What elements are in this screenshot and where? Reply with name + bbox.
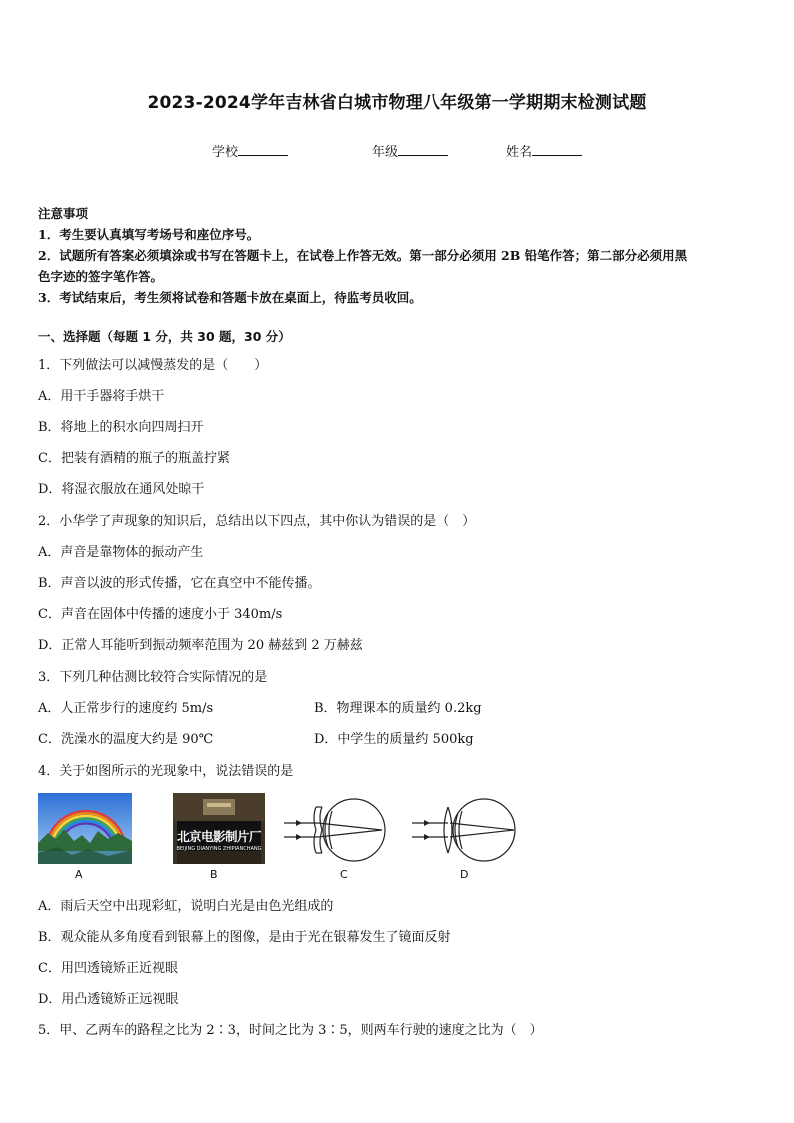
q4-stem: 4．关于如图所示的光现象中，说法错误的是 xyxy=(38,764,294,779)
rainbow-image xyxy=(38,793,132,864)
q4-option-d[interactable]: D．用凸透镜矫正远视眼 xyxy=(38,992,179,1007)
q5-stem: 5．甲、乙两车的路程之比为 2∶3，时间之比为 3∶5，则两车行驶的速度之比为（ ） xyxy=(38,1023,543,1038)
fig-label-c: C xyxy=(340,868,348,881)
notice-heading: 注意事项 xyxy=(38,206,89,221)
notice-item-1: 1．考生要认真填写考场号和座位序号。 xyxy=(38,227,260,242)
q3-option-c[interactable]: C．洗澡水的温度大约是 90℃ xyxy=(38,732,214,747)
name-blank[interactable] xyxy=(532,143,582,156)
q3-stem: 3．下列几种估测比较符合实际情况的是 xyxy=(38,670,268,685)
q4-option-b[interactable]: B．观众能从多角度看到银幕上的图像，是由于光在银幕发生了镜面反射 xyxy=(38,930,451,945)
q2-option-d[interactable]: D．正常人耳能听到振动频率范围为 20 赫兹到 2 万赫兹 xyxy=(38,638,363,653)
name-label: 姓名 xyxy=(506,145,533,160)
film-studio-sign-pinyin: BEIJING DIANYING ZHIPIANCHANG xyxy=(176,846,262,852)
fig-label-a: A xyxy=(75,868,83,881)
q1-stem: 1．下列做法可以减慢蒸发的是（ ） xyxy=(38,358,268,373)
eye-convex-lens-diagram xyxy=(410,795,522,865)
eye-concave-lens-diagram xyxy=(282,795,392,865)
q1-option-c[interactable]: C．把装有酒精的瓶子的瓶盖拧紧 xyxy=(38,451,230,466)
notice-item-2-cont: 色字迹的签字笔作答。 xyxy=(38,269,164,284)
film-studio-sign-text: 北京电影制片厂 xyxy=(176,829,261,844)
notice-block xyxy=(38,203,760,308)
name-field[interactable] xyxy=(506,141,582,160)
fig-label-d: D xyxy=(460,868,469,881)
q2-option-c[interactable]: C．声音在固体中传播的速度小于 340m/s xyxy=(38,607,283,622)
grade-blank[interactable] xyxy=(398,143,448,156)
q2-option-b[interactable]: B．声音以波的形式传播，它在真空中不能传播。 xyxy=(38,576,321,591)
section-title: 一、选择题（每题 1 分，共 30 题，30 分） xyxy=(38,329,291,344)
page-title: 2023-2024学年吉林省白城市物理八年级第一学期期末检测试题 xyxy=(147,93,647,113)
q1-option-b[interactable]: B．将地上的积水向四周扫开 xyxy=(38,420,204,435)
school-blank[interactable] xyxy=(238,143,288,156)
q2-stem: 2．小华学了声现象的知识后，总结出以下四点，其中你认为错误的是（ ） xyxy=(38,514,476,529)
q4-option-a[interactable]: A．雨后天空中出现彩虹，说明白光是由色光组成的 xyxy=(38,899,334,914)
notice-item-2: 2．试题所有答案必须填涂或书写在答题卡上，在试卷上作答无效。第一部分必须用 2B 铅笔作答；第二部分必须用黑 xyxy=(38,248,688,263)
q4-option-c[interactable]: C．用凹透镜矫正近视眼 xyxy=(38,961,178,976)
q1-option-a[interactable]: A．用干手器将手烘干 xyxy=(38,389,165,404)
school-field[interactable] xyxy=(212,141,288,160)
q3-option-b[interactable]: B．物理课本的质量约 0.2kg xyxy=(314,701,482,716)
grade-field[interactable] xyxy=(372,141,448,160)
grade-label: 年级 xyxy=(372,145,399,160)
q3-option-d[interactable]: D．中学生的质量约 500kg xyxy=(314,732,474,747)
fig-label-b: B xyxy=(210,868,218,881)
notice-item-3: 3．考试结束后，考生须将试卷和答题卡放在桌面上，待监考员收回。 xyxy=(38,290,422,305)
q4-figures xyxy=(38,793,538,883)
school-label: 学校 xyxy=(212,145,239,160)
q2-option-a[interactable]: A．声音是靠物体的振动产生 xyxy=(38,545,204,560)
q3-option-a[interactable]: A．人正常步行的速度约 5m/s xyxy=(38,701,214,716)
q1-option-d[interactable]: D．将湿衣服放在通风处晾干 xyxy=(38,482,205,497)
